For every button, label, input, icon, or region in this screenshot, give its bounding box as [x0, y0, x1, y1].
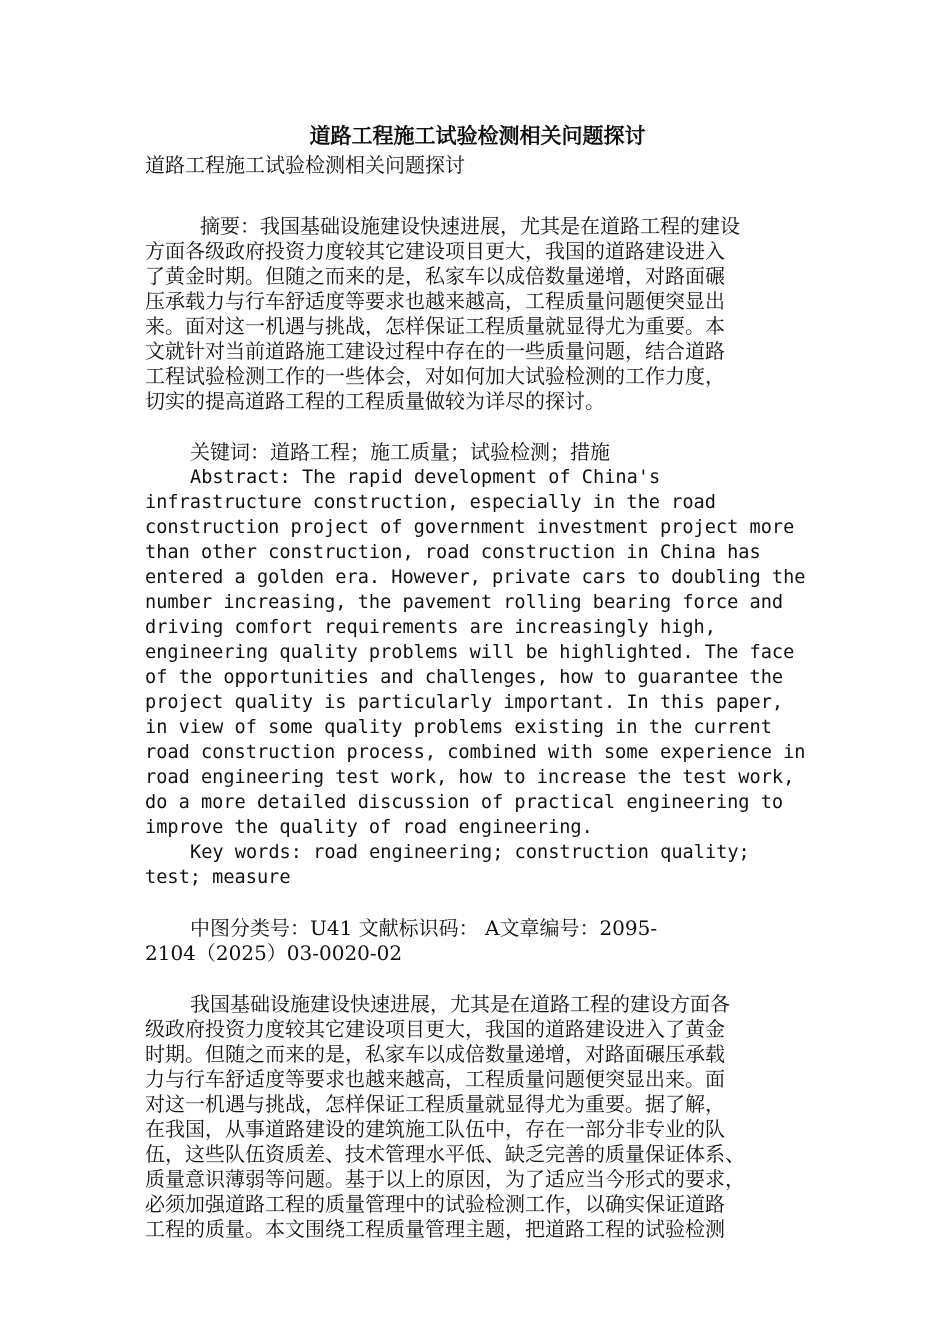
body-line: 级政府投资力度较其它建设项目更大，我国的道路建设进入了黄金: [145, 1017, 725, 1041]
abstract-en: [145, 465, 810, 840]
body-line: 力与行车舒适度等要求也越来越高，工程质量问题便突显出来。面: [145, 1067, 725, 1091]
abstract-cn-line: 工程试验检测工作的一些体会，对如何加大试验检测的工作力度，: [145, 364, 725, 388]
document-subtitle: 道路工程施工试验检测相关问题探讨: [145, 153, 465, 177]
abstract-cn: [145, 214, 810, 414]
spacer: [145, 178, 810, 214]
document-page: [145, 120, 810, 1242]
abstract-en-line: in view of some quality problems existing in the current: [145, 717, 772, 738]
abstract-en-line: engineering quality problems will be highlighted. The face: [145, 642, 795, 663]
keywords-cn: 关键词：道路工程；施工质量；试验检测；措施: [190, 440, 610, 464]
classification-info: [145, 916, 810, 966]
abstract-cn-line: 方面各级政府投资力度较其它建设项目更大，我国的道路建设进入: [145, 239, 725, 263]
spacer: [145, 966, 810, 992]
abstract-en-line: project quality is particularly important. In this paper,: [145, 692, 784, 713]
spacer: [145, 414, 810, 440]
abstract-en-line: do a more detailed discussion of practical engineering to: [145, 792, 784, 813]
abstract-cn-line: 文就针对当前道路施工建设过程中存在的一些质量问题，结合道路: [145, 339, 725, 363]
abstract-en-line: Abstract: The rapid development of China's: [190, 467, 661, 488]
abstract-en-line: number increasing, the pavement rolling bearing force and: [145, 592, 784, 613]
abstract-en-line: entered a golden era. However, private cars to doubling the: [145, 567, 806, 588]
document-title: 道路工程施工试验检测相关问题探讨: [309, 123, 646, 148]
abstract-cn-line: 来。面对这一机遇与挑战，怎样保证工程质量就显得尤为重要。本: [145, 314, 725, 338]
abstract-en-line: infrastructure construction, especially in the road: [145, 492, 716, 513]
abstract-en-line: driving comfort requirements are increasingly high,: [145, 617, 716, 638]
keywords-en-line: Key words: road engineering; construction quality;: [190, 842, 750, 863]
keywords-en-line: test; measure: [145, 867, 291, 888]
abstract-cn-line: 摘要：我国基础设施建设快速进展，尤其是在道路工程的建设: [200, 214, 740, 238]
body-line: 我国基础设施建设快速进展，尤其是在道路工程的建设方面各: [190, 992, 730, 1016]
keywords-en: [145, 840, 810, 890]
abstract-cn-line: 压承载力与行车舒适度等要求也越来越高，工程质量问题便突显出: [145, 289, 725, 313]
abstract-cn-line: 切实的提高道路工程的工程质量做较为详尽的探讨。: [145, 389, 605, 413]
body-paragraph: [145, 992, 810, 1242]
abstract-en-line: of the opportunities and challenges, how to guarantee the: [145, 667, 784, 688]
body-line: 工程的质量。本文围绕工程质量管理主题，把道路工程的试验检测: [145, 1217, 725, 1241]
body-line: 必须加强道路工程的质量管理中的试验检测工作，以确实保证道路: [145, 1192, 725, 1216]
classification-line: 中图分类号：U41 文献标识码： A文章编号：2095-: [190, 916, 658, 940]
body-line: 对这一机遇与挑战，怎样保证工程质量就显得尤为重要。据了解，: [145, 1092, 725, 1116]
abstract-cn-line: 了黄金时期。但随之而来的是，私家车以成倍数量递增，对路面碾: [145, 264, 725, 288]
body-line: 质量意识薄弱等问题。基于以上的原因，为了适应当今形式的要求，: [145, 1167, 745, 1191]
abstract-en-line: road engineering test work, how to increase the test work,: [145, 767, 795, 788]
body-line: 时期。但随之而来的是，私家车以成倍数量递增，对路面碾压承载: [145, 1042, 725, 1066]
abstract-en-line: construction project of government investment project more: [145, 517, 795, 538]
classification-line: 2104（2025）03-0020-02: [145, 941, 403, 965]
body-line: 在我国，从事道路建设的建筑施工队伍中，存在一部分非专业的队: [145, 1117, 725, 1141]
abstract-en-line: road construction process, combined with some experience in: [145, 742, 806, 763]
abstract-en-line: improve the quality of road engineering.: [145, 817, 593, 838]
abstract-en-line: than other construction, road construction in China has: [145, 542, 761, 563]
spacer: [145, 890, 810, 916]
body-line: 伍，这些队伍资质差、技术管理水平低、缺乏完善的质量保证体系、: [145, 1142, 745, 1166]
